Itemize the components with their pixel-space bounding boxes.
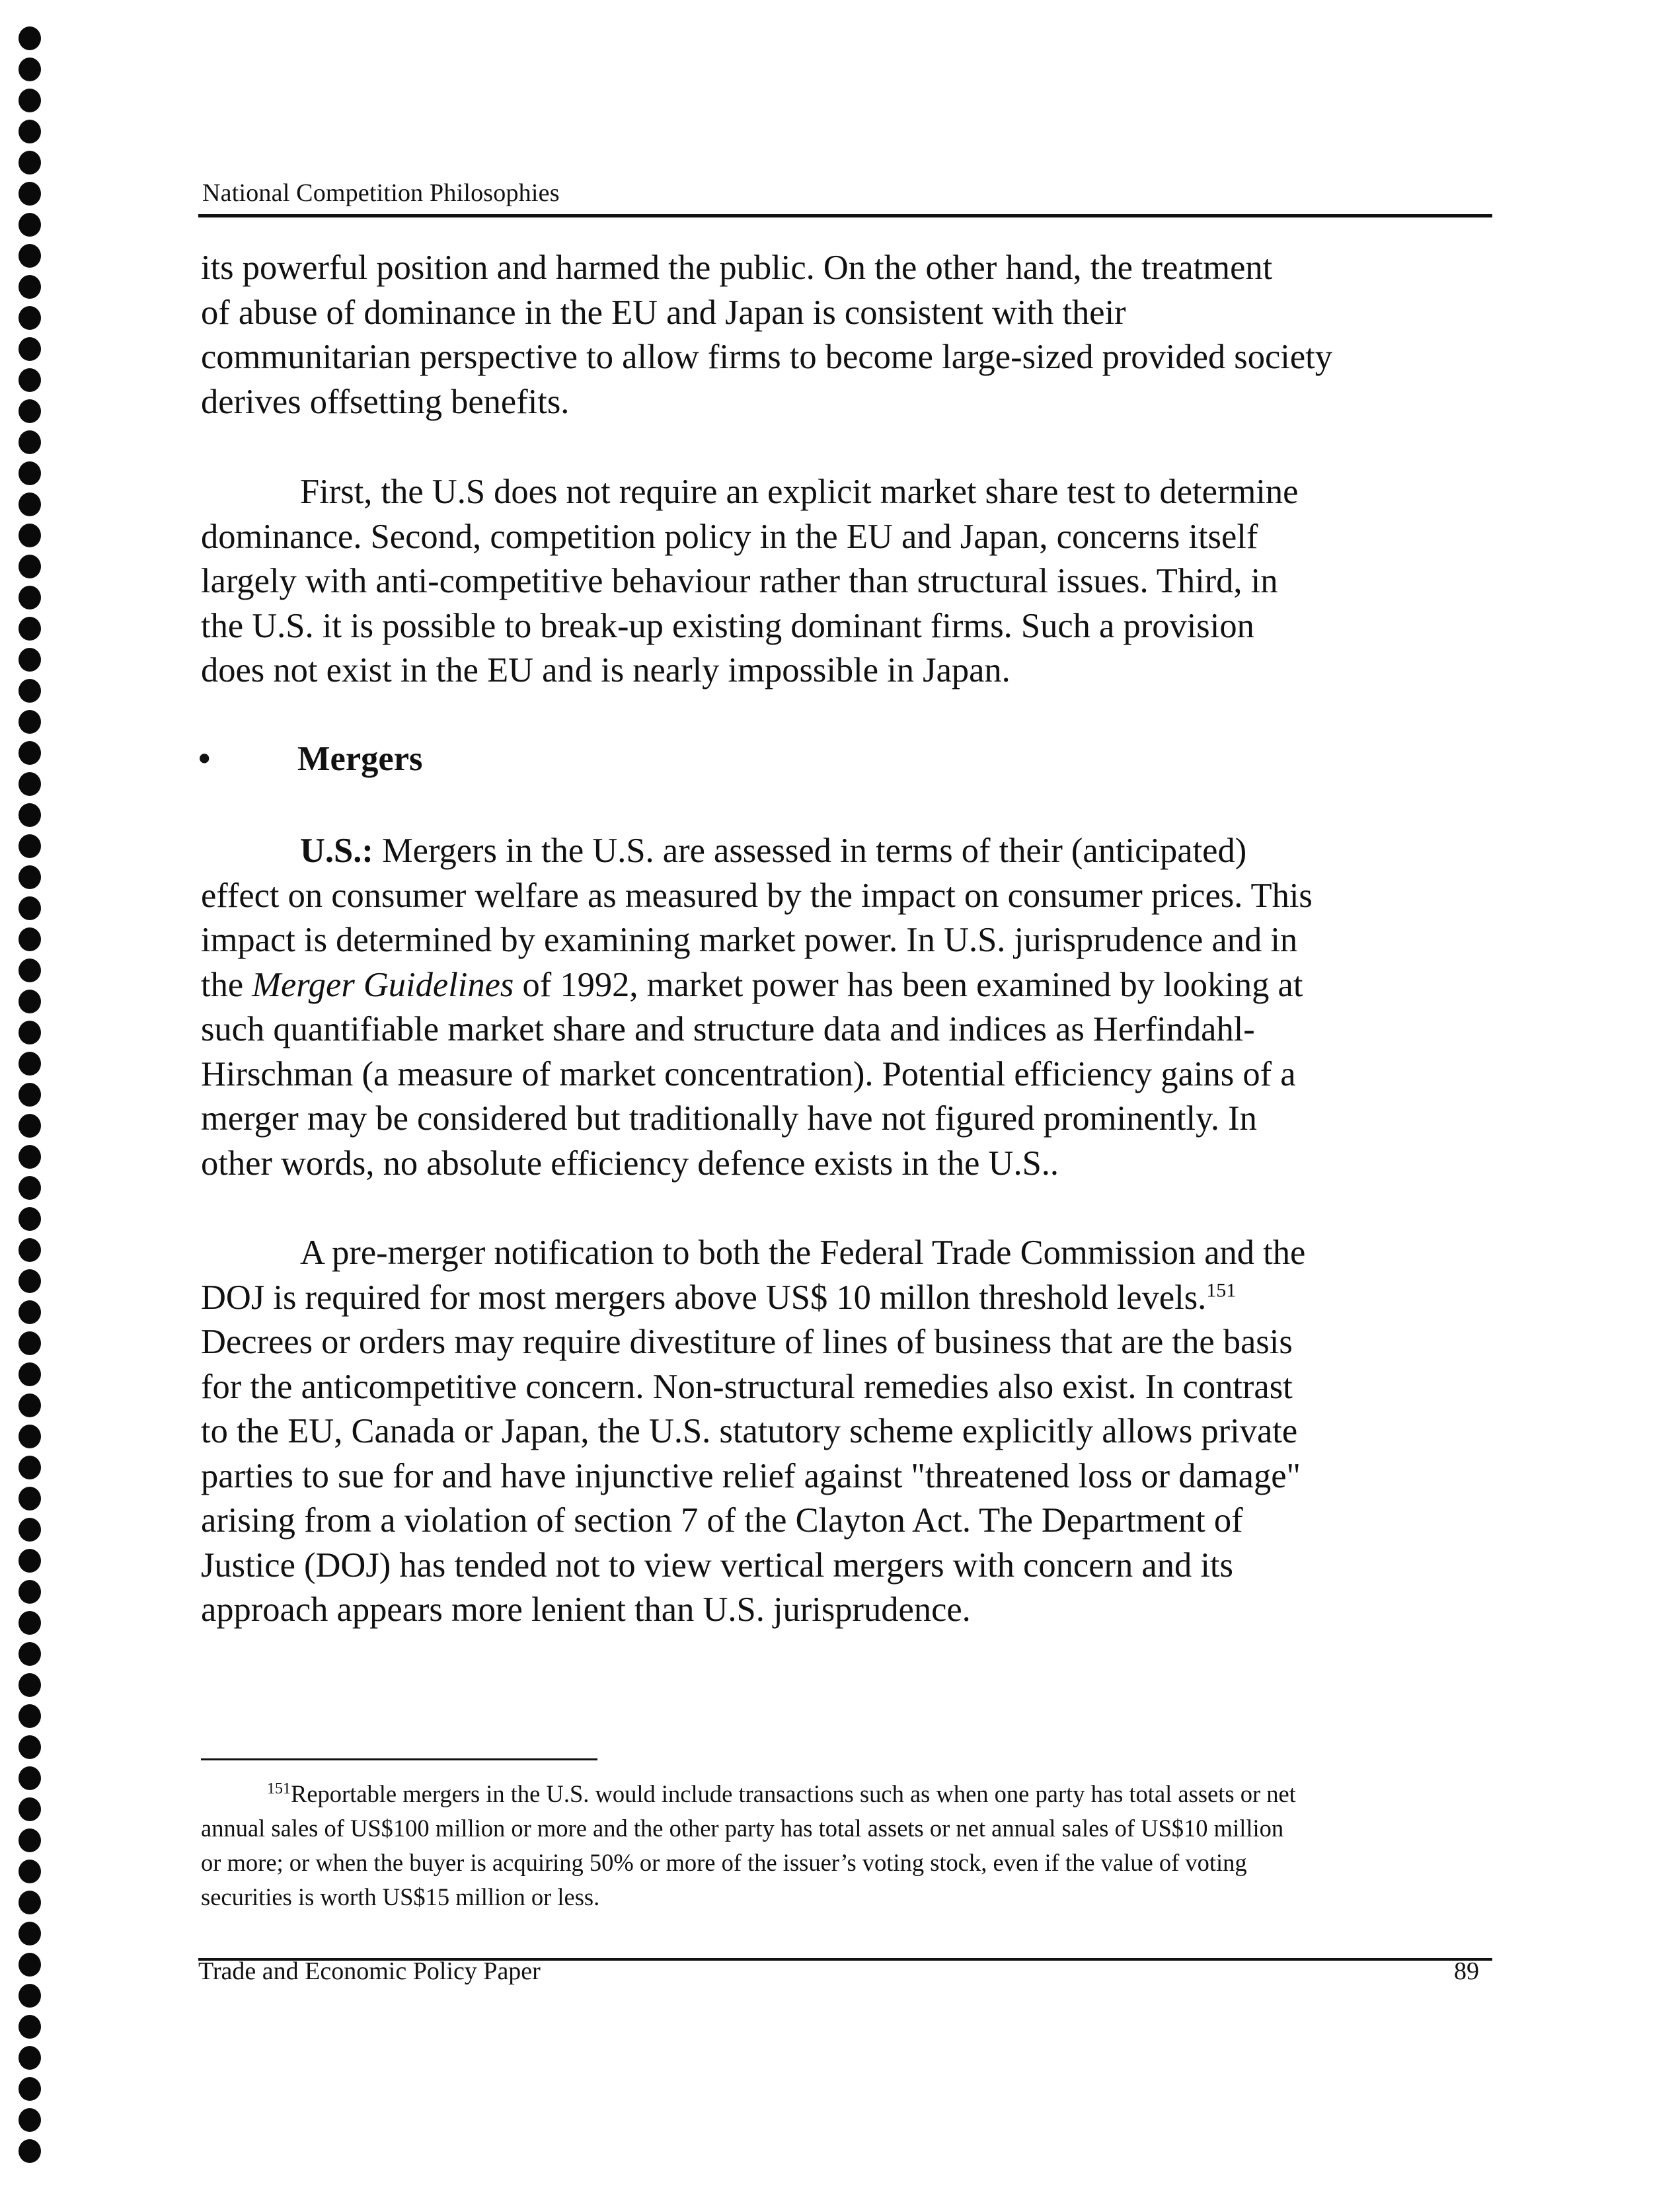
binding-hole xyxy=(19,2139,41,2163)
binding-hole xyxy=(19,1891,41,1914)
text-line: does not exist in the EU and is nearly impossible in Japan. xyxy=(201,651,1011,689)
text-line: for the anticompetitive concern. Non-structural remedies also exist. In contrast xyxy=(201,1367,1293,1406)
footnote-line xyxy=(201,1777,1496,1811)
binding-hole xyxy=(19,1300,41,1324)
binding-holes xyxy=(15,26,48,2181)
binding-hole xyxy=(19,1984,41,2008)
text-line: derives offsetting benefits. xyxy=(201,382,570,421)
binding-hole xyxy=(19,1331,41,1355)
binding-hole xyxy=(19,120,41,143)
binding-hole xyxy=(19,927,41,951)
text-line: dominance. Second, competition policy in the EU and Japan, concerns itself xyxy=(201,517,1258,556)
footnote-reference[interactable]: 151 xyxy=(1206,1279,1237,1301)
binding-hole xyxy=(19,213,41,237)
binding-hole xyxy=(19,1580,41,1604)
binding-hole xyxy=(19,772,41,796)
footnote-line: annual sales of US$100 million or more and the other party has total assets or net annual sales of US$10 million xyxy=(201,1815,1284,1842)
binding-hole xyxy=(19,524,41,547)
running-header: National Competition Philosophies xyxy=(202,179,560,207)
binding-hole xyxy=(19,1207,41,1231)
binding-hole xyxy=(19,430,41,454)
binding-hole xyxy=(19,2077,41,2101)
binding-hole xyxy=(19,1704,41,1728)
binding-hole xyxy=(19,1828,41,1852)
binding-hole xyxy=(19,1611,41,1635)
italic-title: Merger Guidelines xyxy=(252,965,514,1004)
text-line: Justice (DOJ) has tended not to view vertical mergers with concern and its xyxy=(201,1546,1233,1585)
binding-hole xyxy=(19,244,41,268)
binding-hole xyxy=(19,2015,41,2039)
text-line: arising from a violation of section 7 of the Clayton Act. The Department of xyxy=(201,1501,1243,1540)
paragraph-2 xyxy=(201,470,1496,693)
binding-hole xyxy=(19,834,41,858)
binding-hole xyxy=(19,368,41,392)
binding-hole xyxy=(19,1518,41,1542)
footer-title: Trade and Economic Policy Paper xyxy=(198,1957,541,1985)
binding-hole xyxy=(19,2046,41,2070)
binding-hole xyxy=(19,275,41,299)
text-line: parties to sue for and have injunctive relief against "threatened loss or damage" xyxy=(201,1456,1301,1495)
binding-hole xyxy=(19,741,41,765)
text-line xyxy=(201,963,1496,1008)
text-line: of abuse of dominance in the EU and Japan is consistent with their xyxy=(201,293,1126,332)
binding-hole xyxy=(19,1269,41,1293)
binding-hole xyxy=(19,1735,41,1759)
paragraph-3 xyxy=(201,829,1496,1186)
binding-hole xyxy=(19,1642,41,1666)
binding-hole xyxy=(19,1673,41,1697)
binding-hole xyxy=(19,617,41,641)
binding-hole xyxy=(19,1425,41,1448)
paragraph-4 xyxy=(201,1231,1496,1633)
binding-hole xyxy=(19,1176,41,1200)
binding-hole xyxy=(19,803,41,827)
footnote-151 xyxy=(201,1777,1496,1914)
binding-hole xyxy=(19,710,41,734)
text-line: First, the U.S does not require an explicit market share test to determine xyxy=(300,473,1299,511)
text-span: Mergers in the U.S. are assessed in terms of their (anticipated) xyxy=(373,832,1247,870)
binding-hole xyxy=(19,182,41,206)
text-line: merger may be considered but traditionally have not figured prominently. In xyxy=(201,1099,1257,1138)
bullet-icon: • xyxy=(198,740,211,778)
section-title: Mergers xyxy=(297,740,423,778)
binding-hole xyxy=(19,1145,41,1169)
binding-hole xyxy=(19,990,41,1013)
paragraph-1 xyxy=(201,246,1496,424)
footnote-number: 151 xyxy=(267,1780,291,1797)
text-line: to the EU, Canada or Japan, the U.S. statutory scheme explicitly allows private xyxy=(201,1412,1298,1450)
footnote-line: securities is worth US$15 million or less. xyxy=(201,1883,600,1910)
text-span: Reportable mergers in the U.S. would include transactions such as when one party has total assets or net xyxy=(291,1780,1296,1807)
binding-hole xyxy=(19,586,41,609)
binding-hole xyxy=(19,151,41,175)
binding-hole xyxy=(19,306,41,330)
header-rule xyxy=(198,214,1492,217)
binding-hole xyxy=(19,1021,41,1044)
text-line: approach appears more lenient than U.S. jurisprudence. xyxy=(201,1590,971,1629)
binding-hole xyxy=(19,461,41,485)
binding-hole xyxy=(19,1456,41,1479)
binding-hole xyxy=(19,58,41,81)
binding-hole xyxy=(19,89,41,112)
binding-hole xyxy=(19,2108,41,2132)
binding-hole xyxy=(19,1922,41,1945)
text-line: other words, no absolute efficiency defence exists in the U.S.. xyxy=(201,1144,1059,1183)
binding-hole xyxy=(19,1393,41,1417)
binding-hole xyxy=(19,1797,41,1821)
binding-hole xyxy=(19,1238,41,1262)
text-line: largely with anti-competitive behaviour rather than structural issues. Third, in xyxy=(201,562,1278,600)
text-line xyxy=(201,1276,1496,1321)
binding-hole xyxy=(19,26,41,50)
binding-hole xyxy=(19,1549,41,1573)
binding-hole xyxy=(19,865,41,889)
binding-hole xyxy=(19,1860,41,1883)
binding-hole xyxy=(19,492,41,516)
text-line: communitarian perspective to allow firms to become large-sized provided society xyxy=(201,338,1333,376)
text-span: of 1992, market power has been examined by looking at xyxy=(514,965,1303,1004)
binding-hole xyxy=(19,679,41,703)
page-number: 89 xyxy=(1454,1957,1479,1985)
text-span: DOJ is required for most mergers above US$ 10 millon threshold levels. xyxy=(201,1278,1207,1317)
footnote-line: or more; or when the buyer is acquiring 50% or more of the issuer’s voting stock, even if the value of voting xyxy=(201,1849,1247,1876)
binding-hole xyxy=(19,1083,41,1107)
text-line xyxy=(201,829,1496,874)
text-line: effect on consumer welfare as measured by the impact on consumer prices. This xyxy=(201,876,1313,915)
binding-hole xyxy=(19,337,41,361)
binding-hole xyxy=(19,959,41,982)
section-heading-mergers xyxy=(198,739,422,779)
footnote-rule xyxy=(201,1758,597,1760)
binding-hole xyxy=(19,1114,41,1138)
run-in-heading: U.S.: xyxy=(300,832,373,870)
binding-hole xyxy=(19,1487,41,1511)
binding-hole xyxy=(19,1362,41,1386)
binding-hole xyxy=(19,896,41,920)
binding-hole xyxy=(19,1052,41,1076)
text-line: such quantifiable market share and structure data and indices as Herfindahl- xyxy=(201,1010,1255,1048)
binding-hole xyxy=(19,648,41,672)
binding-hole xyxy=(19,1953,41,1977)
text-line: impact is determined by examining market power. In U.S. jurisprudence and in xyxy=(201,921,1298,959)
text-line: its powerful position and harmed the public. On the other hand, the treatment xyxy=(201,249,1273,287)
binding-hole xyxy=(19,399,41,423)
binding-hole xyxy=(19,1766,41,1790)
text-line: Hirschman (a measure of market concentration). Potential efficiency gains of a xyxy=(201,1054,1296,1093)
binding-hole xyxy=(19,555,41,578)
text-span: the xyxy=(201,965,252,1004)
text-line: the U.S. it is possible to break-up existing dominant firms. Such a provision xyxy=(201,606,1254,645)
text-line: A pre-merger notification to both the Federal Trade Commission and the xyxy=(300,1234,1306,1272)
text-line: Decrees or orders may require divestiture of lines of business that are the basis xyxy=(201,1323,1293,1361)
